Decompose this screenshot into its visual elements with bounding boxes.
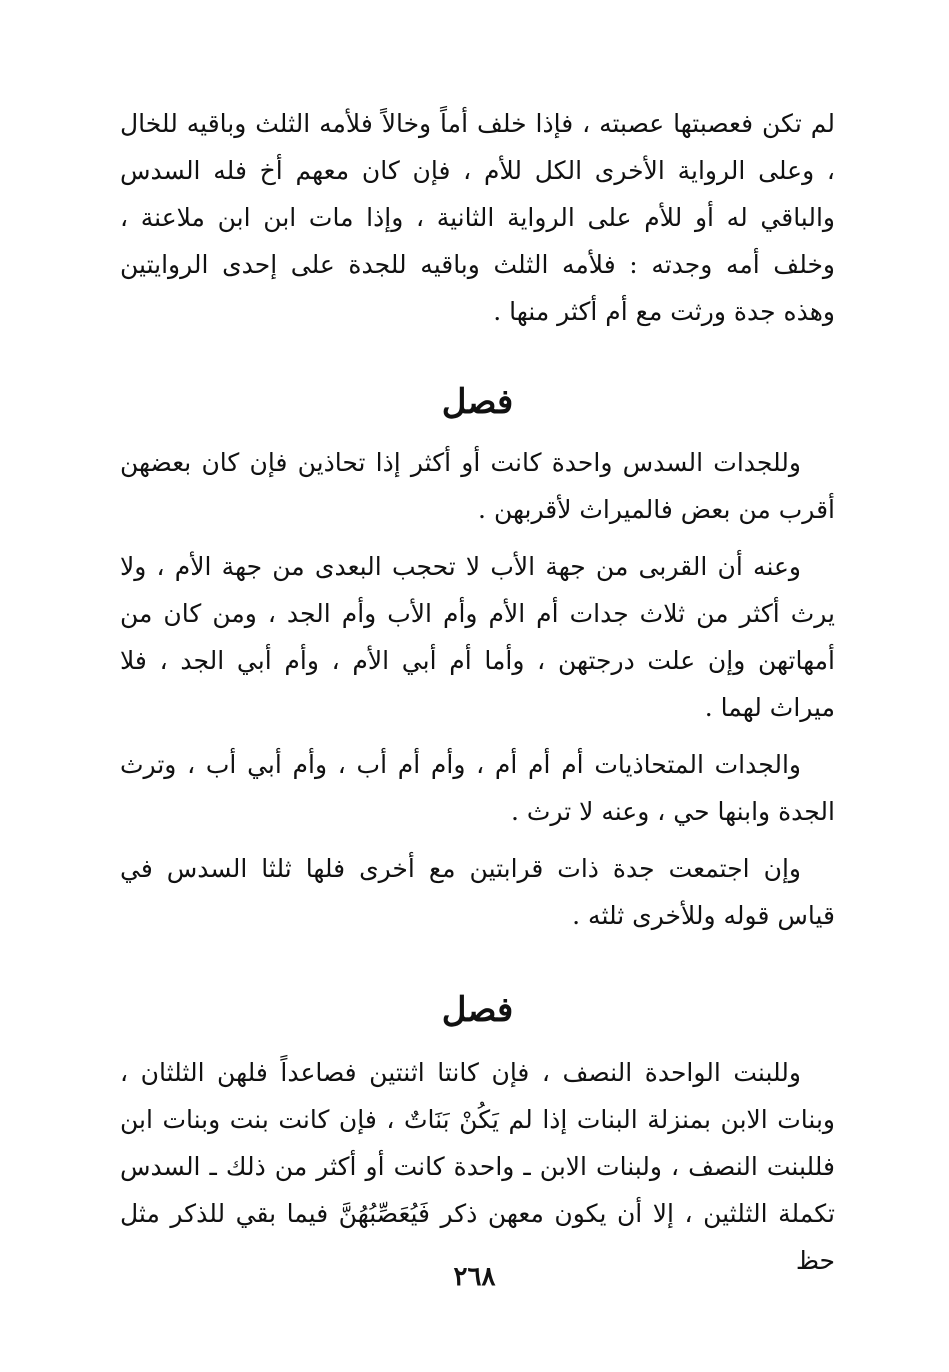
- section-heading-2: فصل: [441, 990, 514, 1030]
- page-number: ٢٦٨: [453, 1262, 496, 1292]
- section-heading-1: فصل: [441, 382, 514, 422]
- paragraph-1-2: وعنه أن القربى من جهة الأب لا تحجب البعدى من جهة الأم ، ولا يرث أكثر من ثلاث جدات أم الأم وأم الأب وأم الجد ، ومن كان من أمهاتهن وإن علت درجتهن ، وأما أم أبي الأم ، وأم أبي الجد ، فلا ميراث لهما .: [120, 552, 835, 722]
- paragraph-2-1: وللبنت الواحدة النصف ، فإن كانتا اثنتين فصاعداً فلهن الثلثان ، وبنات الابن بمنزلة البنات إذا لم يَكُنْ بَنَاتٌ ، فإن كانت بنت وبنات ابن فللبنت النصف ، ولبنات الابن ـ واحدة كانت أو أكثر من ذلك ـ السدس تكملة الثلثين ، إلا أن يكون معهن ذكر فَيُعَصِّبُهُنَّ فيما بقي للذكر مثل حظ: [120, 1058, 835, 1275]
- paragraph-intro: لم تكن فعصبتها عصبته ، فإذا خلف أماً وخالاً فلأمه الثلث وباقيه للخال ، وعلى الرواية الأخرى الكل للأم ، فإن كان معهم أخ فله السدس والباقي له أو للأم على الرواية الثانية ، وإذا مات ابن ابن ملاعنة ، وخلف أمه وجدته : فلأمه الثلث وباقيه للجدة على إحدى الروايتين وهذه جدة ورثت مع أم أكثر منها .: [120, 109, 835, 326]
- page-body: [120, 100, 835, 1284]
- paragraph-1-4: وإن اجتمعت جدة ذات قرابتين مع أخرى فلها ثلثا السدس في قياس قوله وللأخرى ثلثه .: [120, 854, 835, 930]
- paragraph-1-3: والجدات المتحاذيات أم أم أم ، وأم أم أب ، وأم أبي أب ، وترث الجدة وابنها حي ، وعنه لا ترث .: [120, 750, 835, 826]
- paragraph-1-1: وللجدات السدس واحدة كانت أو أكثر إذا تحاذين فإن كان بعضهن أقرب من بعض فالميراث لأقربهن .: [120, 448, 835, 524]
